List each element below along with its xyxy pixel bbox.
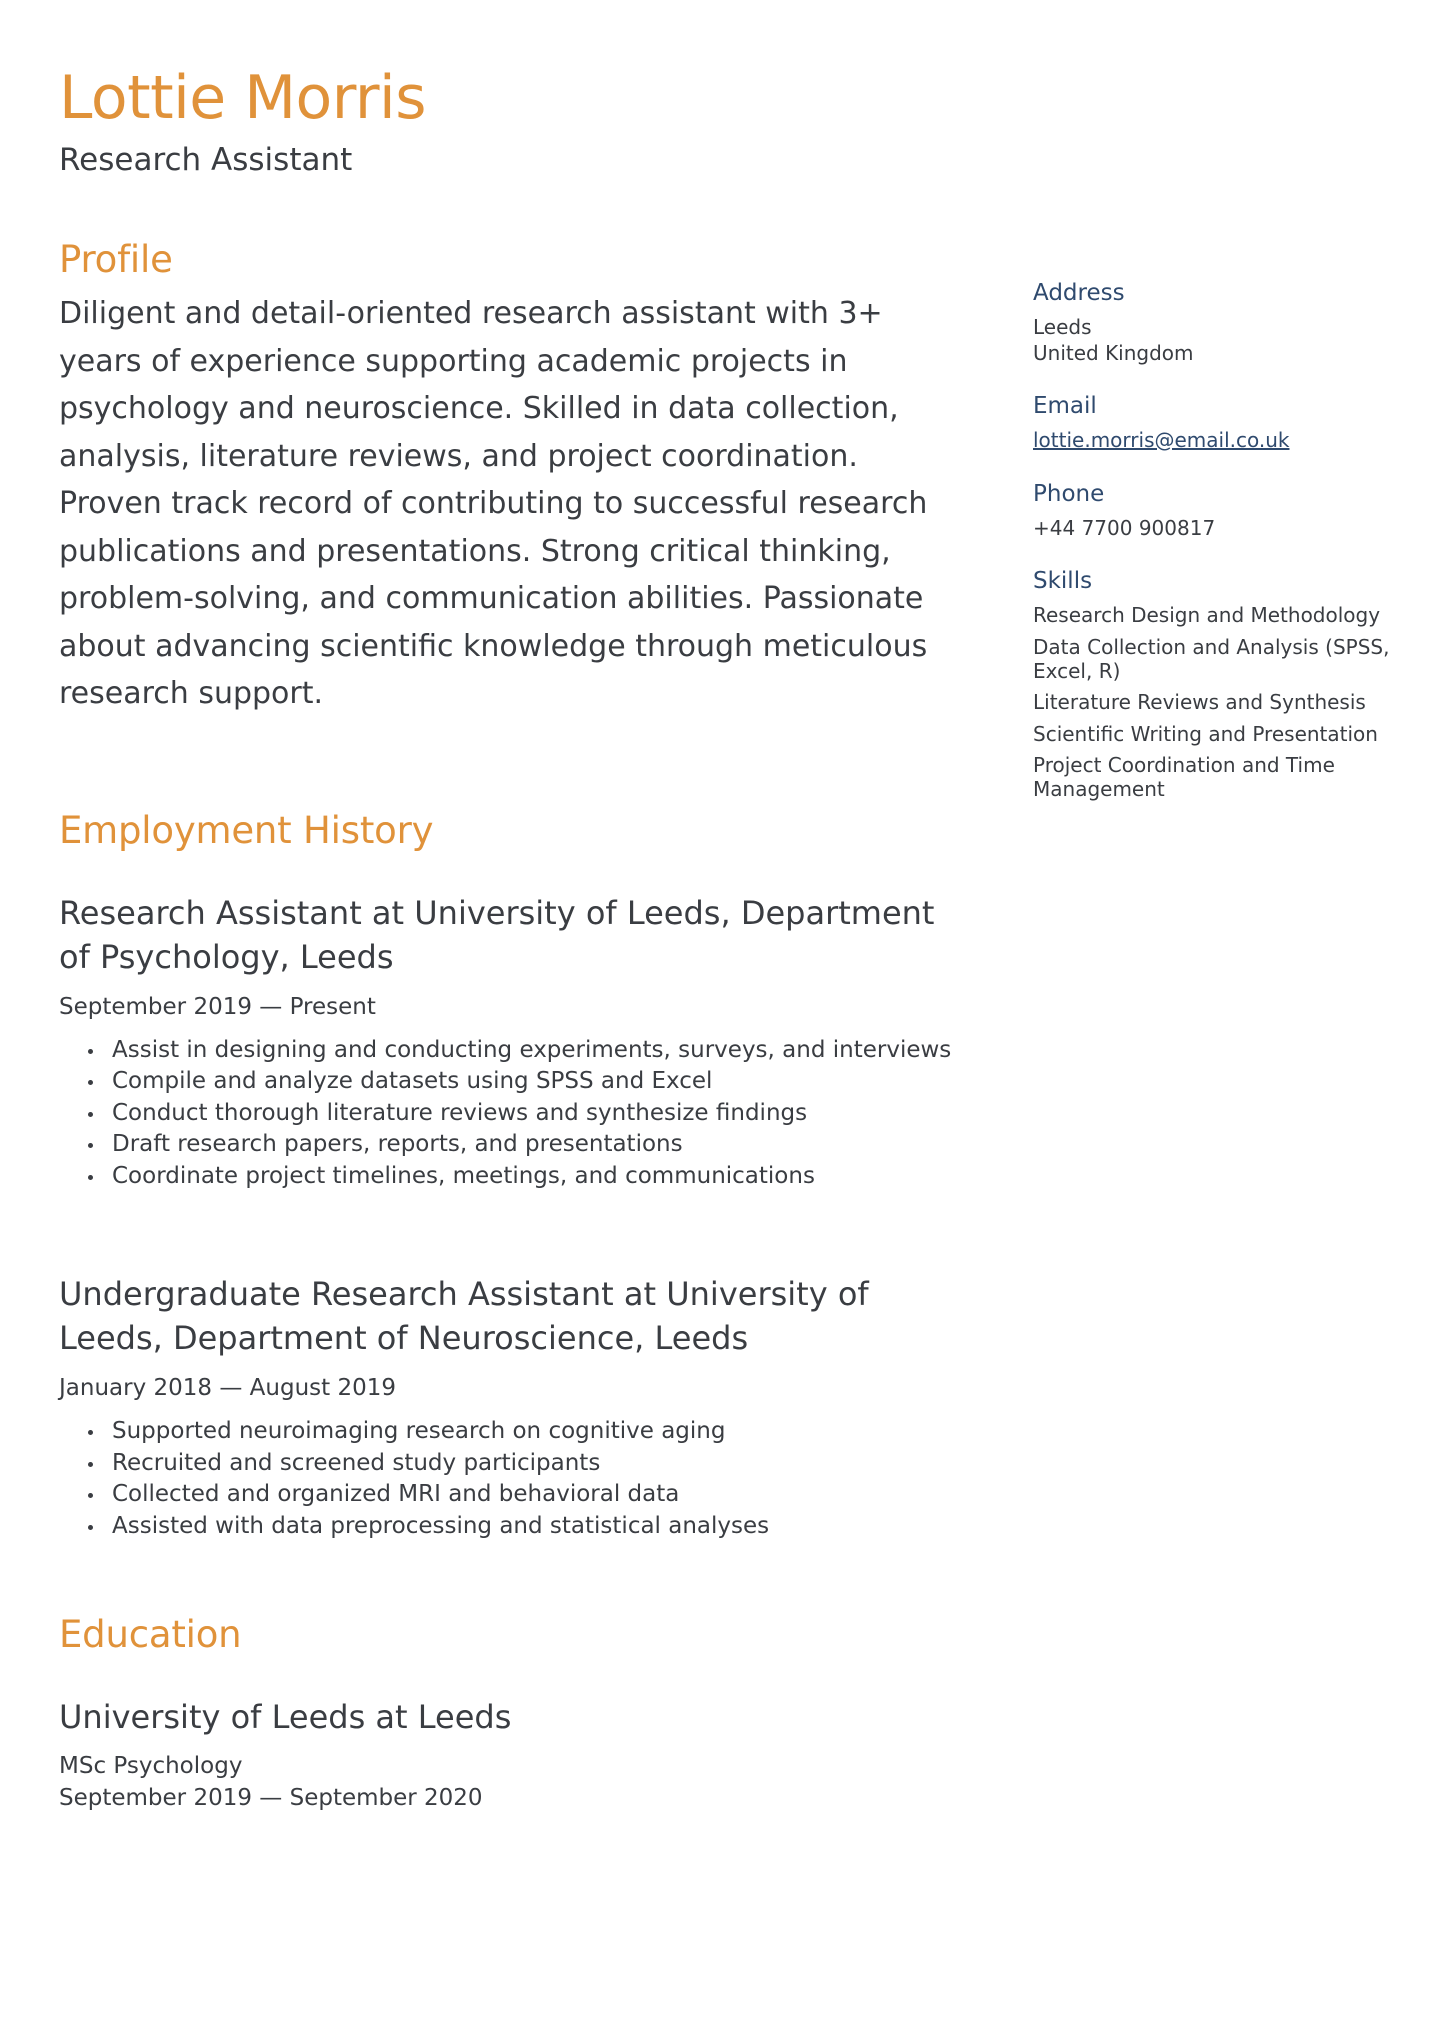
phone-block [1033,479,1393,542]
candidate-title: Research Assistant [59,142,353,178]
job-bullet: Draft research papers, reports, and presentations [112,1129,959,1161]
email-line [1033,428,1393,454]
job-entry [59,1272,959,1542]
job-bullet: Supported neuroimaging research on cognitive aging [112,1416,959,1448]
job-bullet-list [59,1416,959,1542]
address-block [1033,278,1393,366]
job-dates: January 2018 — August 2019 [59,1375,396,1401]
job-bullet: Assisted with data preprocessing and statistical analyses [112,1511,959,1543]
address-heading: Address [1033,280,1125,306]
employment-section [59,807,959,1543]
profile-summary: Diligent and detail-oriented research assistant with 3+ years of experience supporting academic projects in psychology and neuroscience. Skilled in data collection, analysis, literature reviews, and project coordination. Proven track record of contributing to successful research publications and presentations. Strong critical thinking, problem-solving, and communication abilities. Passionate about advancing scientific knowledge through meticulous research support. [59,296,928,711]
profile-heading: Profile [59,238,173,281]
job-bullet: Recruited and screened study participants [112,1448,959,1480]
email-block [1033,391,1393,454]
job-heading: Undergraduate Research Assistant at University of Leeds, Department of Neuroscience, Leeds [59,1275,869,1357]
phone-heading: Phone [1033,480,1105,507]
phone-value: +44 7700 900817 [1033,515,1216,540]
job-entry [59,891,959,1193]
job-bullet: Coordinate project timelines, meetings, and communications [112,1161,959,1193]
job-bullet-list [59,1035,959,1193]
job-bullet: Collected and organized MRI and behavioral data [112,1479,959,1511]
education-entry [59,1695,959,1814]
job-bullet: Compile and analyze datasets using SPSS and Excel [112,1066,959,1098]
skill-item: Scientific Writing and Presentation [1033,721,1378,746]
skills-block [1033,566,1393,801]
skill-item: Research Design and Methodology [1033,603,1381,627]
skill-item: Project Coordination and Time Management [1033,753,1335,801]
sidebar [1033,278,1393,809]
email-link[interactable]: lottie.morris@email.co.uk [1033,428,1290,452]
job-bullet: Assist in designing and conducting experiments, surveys, and interviews [112,1035,959,1067]
education-school: University of Leeds at Leeds [59,1698,512,1736]
skill-item: Data Collection and Analysis (SPSS, Excel, R) [1033,634,1390,683]
candidate-name: Lottie Morris [59,63,426,133]
profile-section [59,236,959,718]
address-line-country: United Kingdom [1033,340,1194,365]
job-bullet: Conduct thorough literature reviews and synthesize findings [112,1098,959,1130]
skills-list [1033,603,1393,801]
email-heading: Email [1033,393,1097,419]
education-heading: Education [59,1613,242,1656]
education-degree: MSc Psychology [59,1753,243,1779]
skills-heading: Skills [1033,568,1093,594]
skill-item: Literature Reviews and Synthesis [1033,690,1366,714]
job-dates: September 2019 — Present [59,993,376,1020]
education-dates: September 2019 — September 2020 [59,1784,483,1811]
main-column [59,58,959,1814]
education-section [59,1611,959,1814]
job-heading: Research Assistant at University of Leeds, Department of Psychology, Leeds [59,893,935,976]
employment-heading: Employment History [59,808,434,852]
address-line-city: Leeds [1033,315,1092,339]
